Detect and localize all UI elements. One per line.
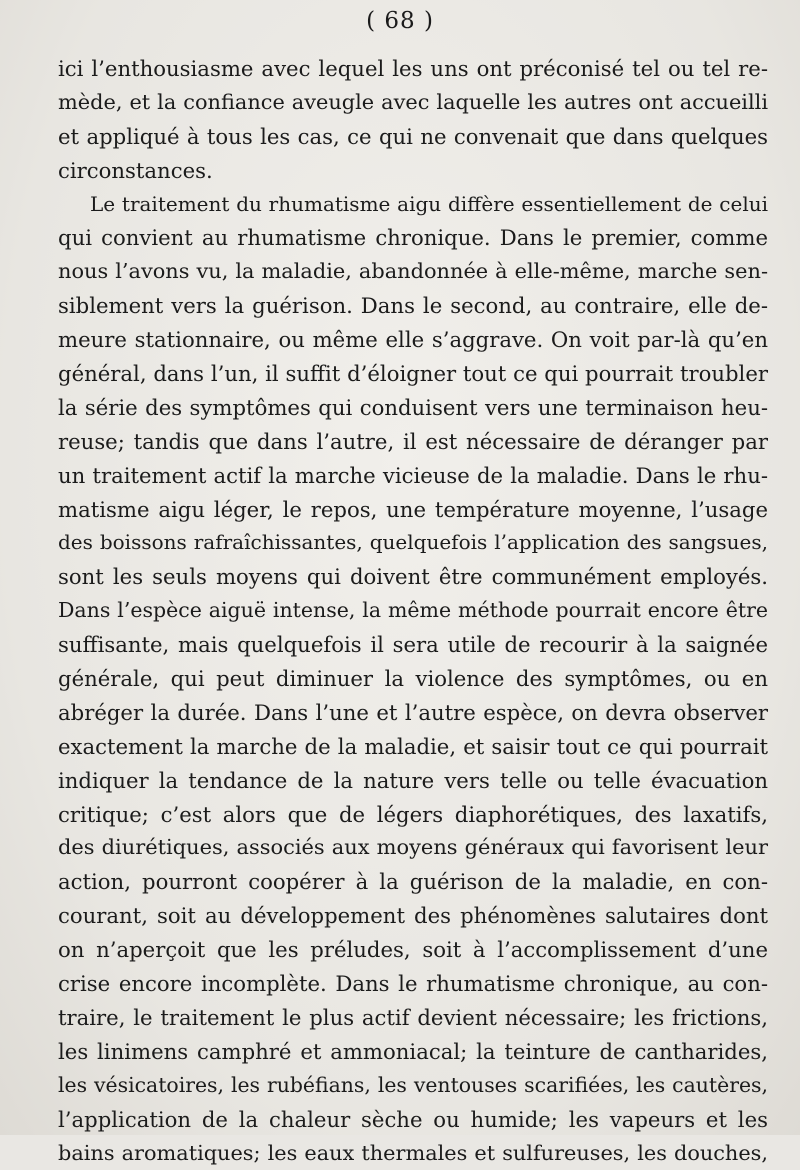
text-line: des diurétiques, associés aux moyens généraux qui favorisent leur <box>58 831 768 865</box>
text-line: les vésicatoires, les rubéfians, les ventouses scarifiées, les cautères, <box>58 1069 768 1103</box>
text-line: un traitement actif la marche vicieuse de la maladie. Dans le rhu- <box>58 459 768 493</box>
text-line: l’application de la chaleur sèche ou humide; les vapeurs et les <box>58 1103 768 1137</box>
text-line: reuse; tandis que dans l’autre, il est nécessaire de déranger par <box>58 425 768 459</box>
text-line: bains aromatiques; les eaux thermales et sulfureuses, les douches, <box>58 1137 768 1170</box>
text-line: matisme aigu léger, le repos, une température moyenne, l’usage <box>58 493 768 527</box>
text-line: générale, qui peut diminuer la violence des symptômes, ou en <box>58 662 768 696</box>
text-line: exactement la marche de la maladie, et saisir tout ce qui pourrait <box>58 730 768 764</box>
text-line: les linimens camphré et ammoniacal; la teinture de cantharides, <box>58 1035 768 1069</box>
text-line: critique; c’est alors que de légers diaphorétiques, des laxatifs, <box>58 798 768 832</box>
text-line: nous l’avons vu, la maladie, abandonnée à elle-même, marche sen- <box>58 255 768 289</box>
text-line: ici l’enthousiasme avec lequel les uns ont préconisé tel ou tel re- <box>58 52 768 86</box>
body-text <box>58 52 768 1170</box>
text-line: et appliqué à tous les cas, ce qui ne convenait que dans quelques <box>58 120 768 154</box>
text-line: Dans l’espèce aiguë intense, la même méthode pourrait encore être <box>58 594 768 628</box>
text-line: général, dans l’un, il suffit d’éloigner tout ce qui pourrait troubler <box>58 357 768 391</box>
text-line: la série des symptômes qui conduisent vers une terminaison heu- <box>58 391 768 425</box>
page-number: ( 68 ) <box>0 6 800 36</box>
text-line: crise encore incomplète. Dans le rhumatisme chronique, au con- <box>58 967 768 1001</box>
text-line: courant, soit au développement des phénomènes salutaires dont <box>58 899 768 933</box>
text-line: on n’aperçoit que les préludes, soit à l’accomplissement d’une <box>58 933 768 967</box>
text-line: Le traitement du rhumatisme aigu diffère essentiellement de celui <box>58 188 768 222</box>
text-line: indiquer la tendance de la nature vers telle ou telle évacuation <box>58 764 768 798</box>
text-line: abréger la durée. Dans l’une et l’autre espèce, on devra observer <box>58 696 768 730</box>
text-line: meure stationnaire, ou même elle s’aggrave. On voit par-là qu’en <box>58 323 768 357</box>
text-line: sont les seuls moyens qui doivent être communément employés. <box>58 560 768 594</box>
text-line: traire, le traitement le plus actif devient nécessaire; les frictions, <box>58 1001 768 1035</box>
text-line: des boissons rafraîchissantes, quelquefois l’application des sangsues, <box>58 526 768 560</box>
text-line: qui convient au rhumatisme chronique. Dans le premier, comme <box>58 221 768 255</box>
text-line: circonstances. <box>58 154 768 188</box>
text-line: mède, et la confiance aveugle avec laquelle les autres ont accueilli <box>58 86 768 120</box>
text-line: action, pourront coopérer à la guérison de la maladie, en con- <box>58 865 768 899</box>
text-line: suffisante, mais quelquefois il sera utile de recourir à la saignée <box>58 628 768 662</box>
text-line: siblement vers la guérison. Dans le second, au contraire, elle de- <box>58 289 768 323</box>
